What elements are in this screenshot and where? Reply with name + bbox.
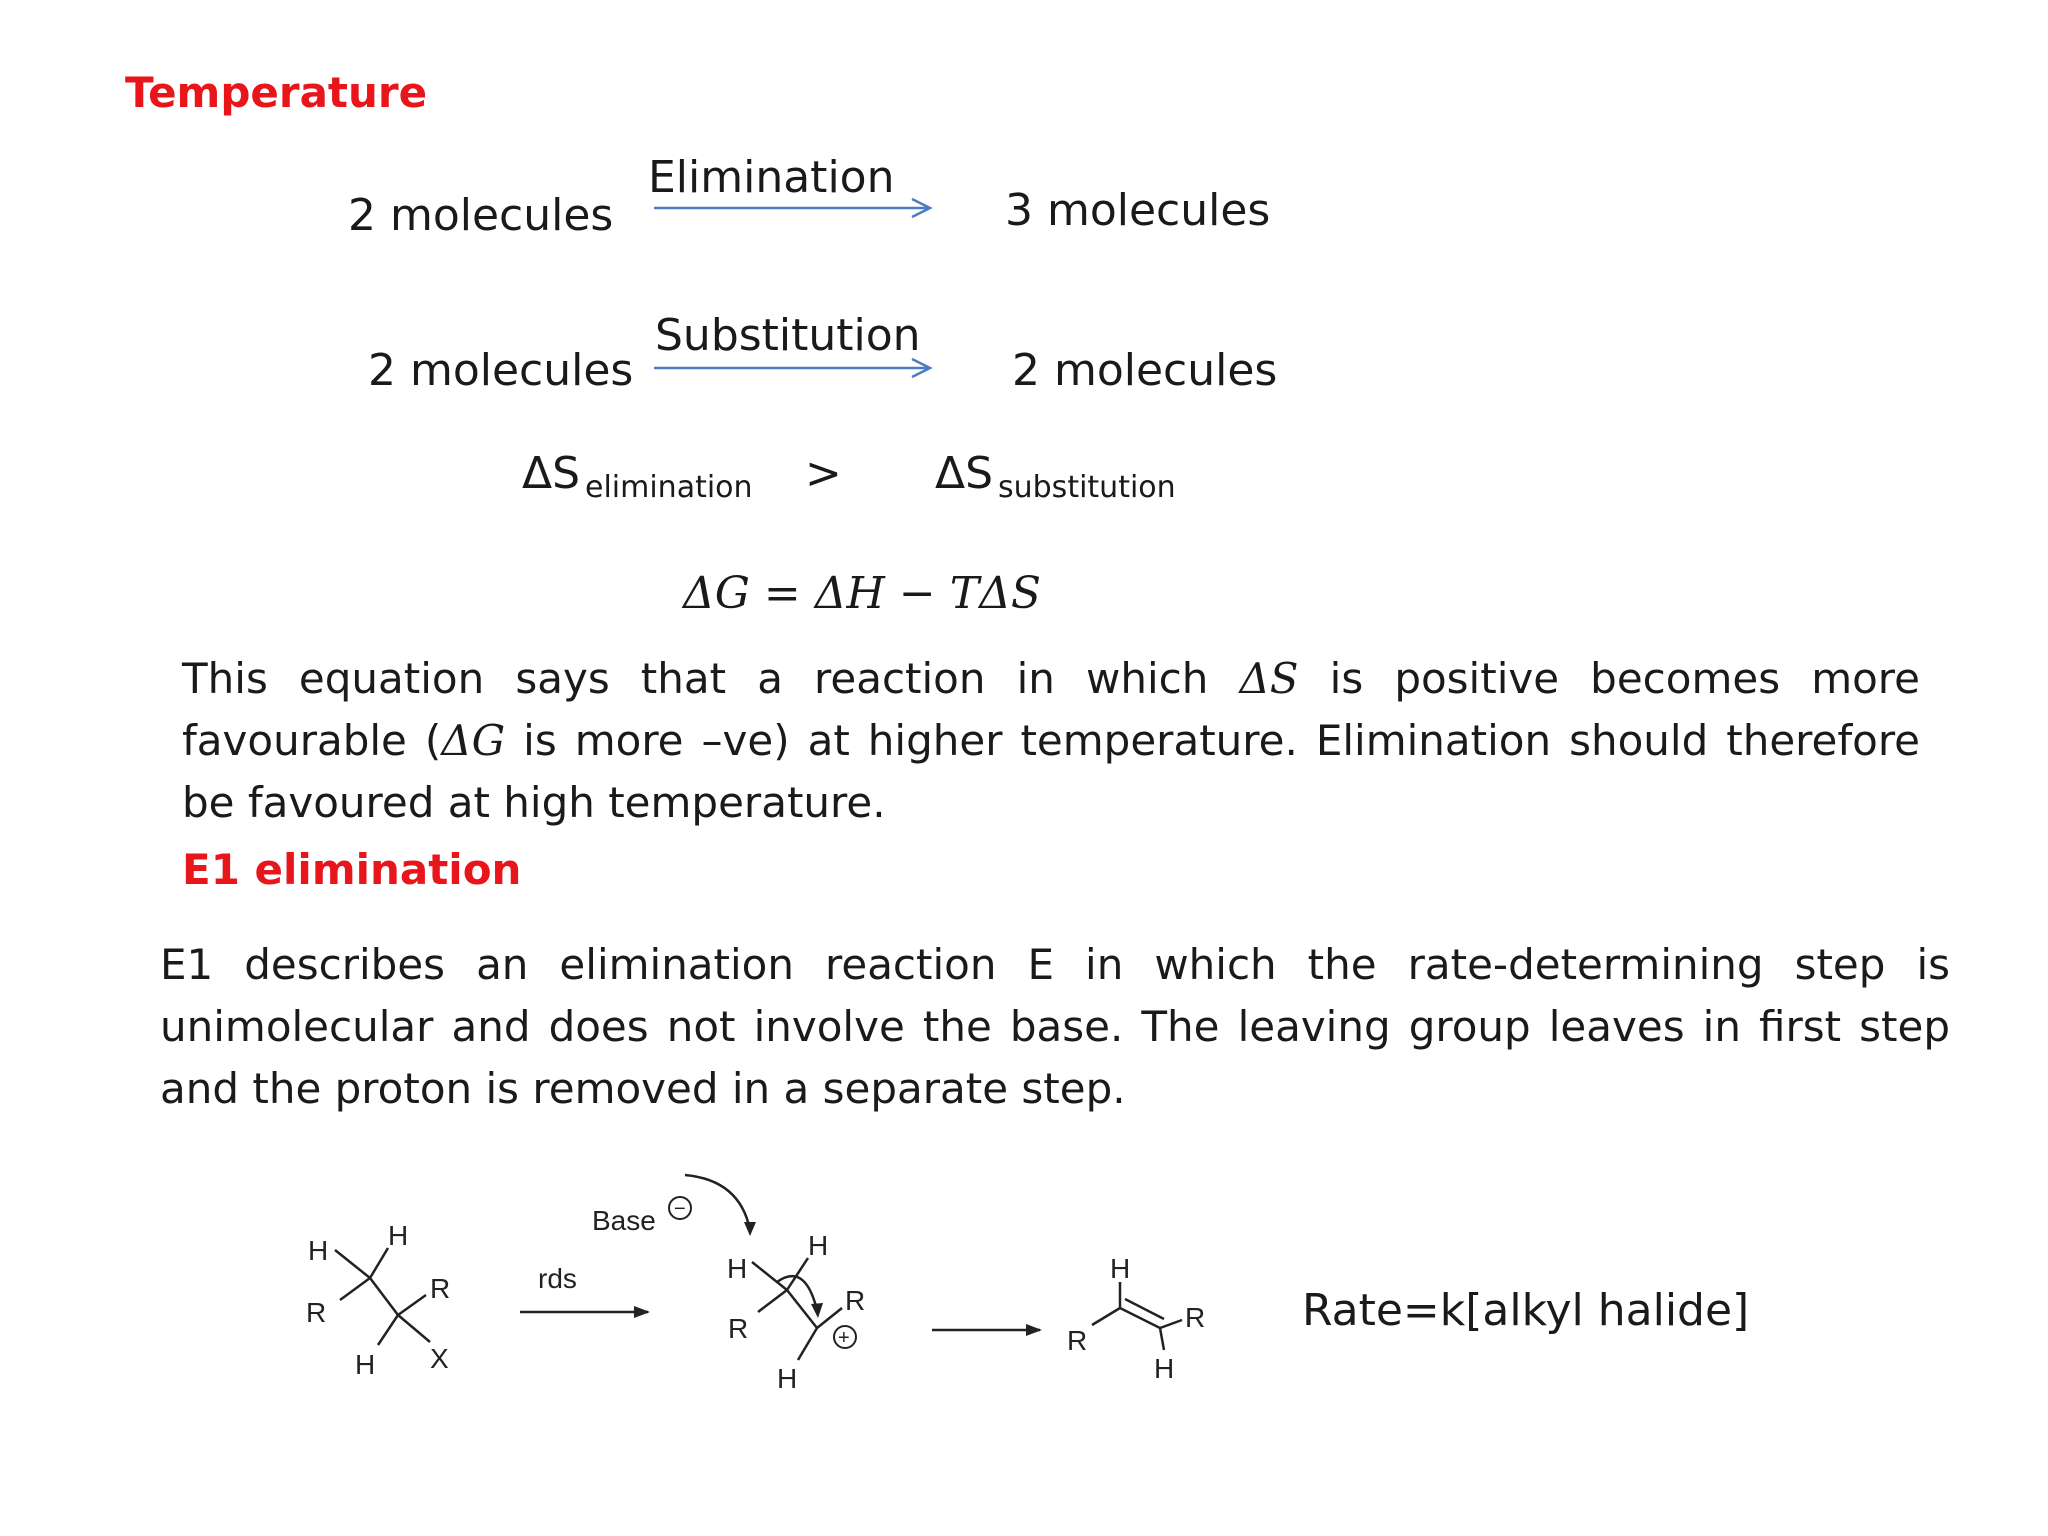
- delta-s-symbol: ΔS: [979, 568, 1042, 619]
- entropy-right-symbol: ΔS: [935, 448, 994, 499]
- mol1-leaving-group: X: [430, 1343, 449, 1374]
- mol2-h1: H: [727, 1253, 748, 1284]
- negative-charge-sign: −: [674, 1198, 686, 1220]
- mol3-r1: R: [1067, 1325, 1088, 1356]
- mol3-r2: R: [1185, 1302, 1206, 1333]
- mol1-r2: R: [430, 1273, 451, 1304]
- mol1-h3: H: [355, 1349, 376, 1380]
- rate-law: Rate=k[alkyl halide]: [1302, 1285, 1750, 1336]
- temperature-heading: Temperature: [125, 68, 428, 117]
- deprotonation-arrow: [932, 1324, 1042, 1336]
- minus-sign: −: [884, 568, 950, 619]
- entropy-left-symbol: ΔS: [522, 448, 581, 499]
- gibbs-equation: [683, 568, 1041, 619]
- reaction1-arrow: [650, 196, 940, 220]
- reaction2-reactants: 2 molecules: [368, 345, 634, 396]
- mol1-h1: H: [308, 1235, 329, 1266]
- base-attack: [592, 1175, 756, 1236]
- e1-explanation: E1 describes an elimination reaction E in which the rate-determining step is unimolecular and does not involve the base. The leaving group leaves in first step and the proton is removed in a separate step.: [160, 940, 1950, 1113]
- mol2-r2: R: [845, 1285, 866, 1316]
- e1-mechanism: [280, 1170, 1240, 1470]
- curved-arrow-icon: [685, 1175, 750, 1230]
- positive-charge-sign: +: [838, 1327, 850, 1349]
- carbocation-structure: [727, 1230, 865, 1394]
- reaction1-label: Elimination: [648, 152, 895, 203]
- alkene-structure: [1067, 1253, 1205, 1384]
- mol3-h1: H: [1110, 1253, 1131, 1284]
- reaction2-products: 2 molecules: [1012, 345, 1278, 396]
- rds-label: rds: [538, 1263, 577, 1294]
- temperature-symbol: T: [949, 568, 980, 619]
- reaction2-arrow: [650, 356, 940, 380]
- mol2-r1: R: [728, 1313, 749, 1344]
- alkyl-halide-structure: [306, 1220, 450, 1380]
- temperature-explanation: This equation says that a reaction in which ΔS is positive becomes more favourable (ΔG is more –ve) at higher temperature. Elimination should therefore be favoured at high temperature.: [182, 654, 1921, 827]
- base-label: Base: [592, 1205, 656, 1236]
- reaction1-products: 3 molecules: [1005, 185, 1271, 236]
- e1-heading: E1 elimination: [182, 845, 522, 894]
- equals-sign: =: [749, 568, 815, 619]
- entropy-right-subscript: substitution: [998, 470, 1176, 505]
- delta-g-symbol: ΔG: [683, 568, 750, 619]
- delta-h-symbol: ΔH: [814, 568, 885, 619]
- reaction1-reactants: 2 molecules: [348, 190, 614, 241]
- mol3-h2: H: [1154, 1353, 1175, 1384]
- mol2-h3: H: [777, 1363, 798, 1394]
- mol1-r1: R: [306, 1297, 327, 1328]
- mol1-h2: H: [388, 1220, 409, 1251]
- reaction2-label: Substitution: [655, 310, 921, 361]
- rds-arrow: [520, 1263, 650, 1318]
- mol2-h2: H: [808, 1230, 829, 1261]
- entropy-operator: >: [805, 448, 842, 499]
- entropy-left-subscript: elimination: [585, 470, 753, 505]
